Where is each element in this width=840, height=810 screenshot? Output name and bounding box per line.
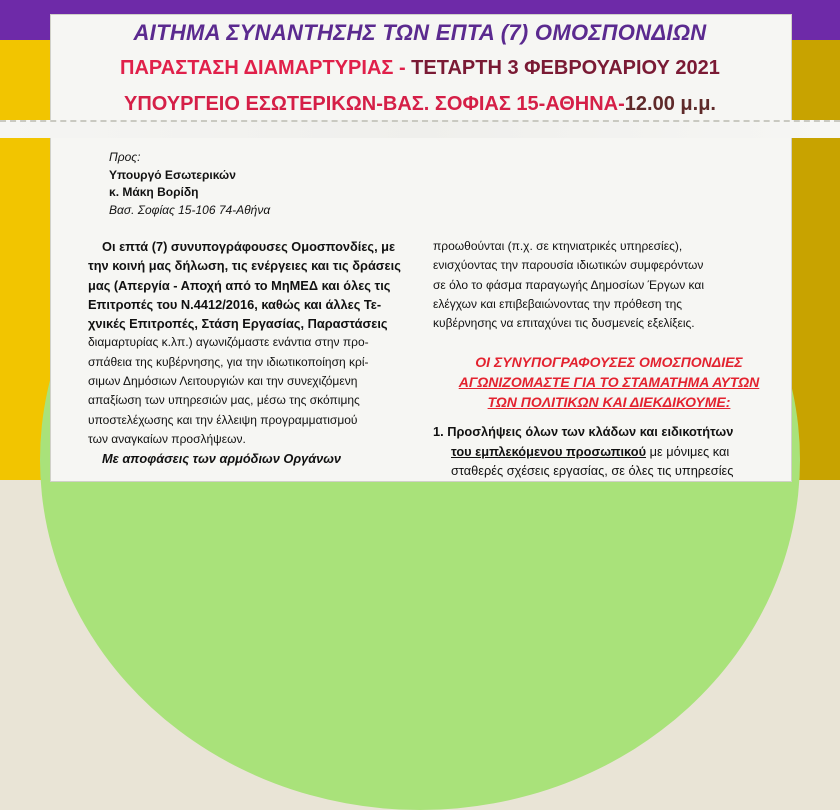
demand-item-number: 1. [433, 424, 444, 440]
left-line: απαξίωση των υπηρεσιών μας, μέσω της σκόπιμης [88, 393, 360, 408]
recipient-ministry: Υπουργό Εσωτερικών [109, 167, 236, 182]
demand-item-1 [433, 422, 785, 480]
header-title: ΑΙΤΗΜΑ ΣΥΝΑΝΤΗΣΗΣ ΤΩΝ ΕΠΤΑ (7) ΟΜΟΣΠΟΝΔΙΩΝ [133, 20, 707, 45]
demand-item-text: με μόνιμες και [646, 443, 730, 459]
torn-paper-divider [0, 120, 840, 138]
left-line: των αναγκαίων προσλήψεων. [88, 431, 246, 446]
left-line: Με αποφάσεις των αρμόδιων Οργάνων [102, 451, 342, 467]
header-location-time: 12.00 μ.μ. [624, 93, 716, 115]
demand-item-text: σταθερές σχέσεις εργασίας, σε όλες τις υπηρεσίες [451, 462, 734, 478]
left-line: μας (Απεργία - Αποχή από το ΜηΜΕΔ και όλες τις [88, 277, 391, 293]
right-line: ενισχύοντας την παρουσία ιδιωτικών συμφερόντων [433, 258, 704, 273]
demands-heading-line: ΤΩΝ ΠΟΛΙΤΙΚΩΝ ΚΑΙ ΔΙΕΚΔΙΚΟΥΜΕ: [487, 393, 731, 410]
right-column-text [433, 237, 785, 480]
recipient-address: Βασ. Σοφίας 15-106 74-Αθήνα [109, 202, 271, 217]
right-line: σε όλο το φάσμα παραγωγής Δημοσίων Έργων και [433, 277, 705, 292]
header-subtitle-part1: ΠΑΡΑΣΤΑΣΗ ΔΙΑΜΑΡΤΥΡΙΑΣ - [120, 57, 406, 79]
header-subtitle [62, 57, 778, 80]
right-line: κυβέρνησης να επιταχύνει τις δυσμενείς εξελίξεις. [433, 316, 695, 331]
demand-item-text-underlined: του εμπλεκόμενου προσωπικού [451, 443, 647, 459]
left-line: την κοινή μας δήλωση, τις ενέργειες και τις δράσεις [88, 258, 401, 274]
recipient-block [109, 149, 270, 219]
left-line: Οι επτά (7) συνυπογράφουσες Ομοσπονδίες, με [102, 239, 396, 254]
left-line: υποστελέχωσης και την έλλειψη προγραμματισμού [88, 412, 358, 427]
left-line: διαμαρτυρίας κ.λπ.) αγωνιζόμαστε ενάντια στην προ- [88, 335, 369, 350]
left-line: σιμων Δημόσιων Λειτουργιών και την συνεχιζόμενη [88, 374, 358, 389]
demand-item-text: Προσλήψεις όλων των κλάδων και ειδικοτήτων [447, 424, 734, 440]
left-line: σπάθεια της κυβέρνησης, για την ιδιωτικοποίηση κρί- [88, 354, 369, 369]
recipient-name: κ. Μάκη Βορίδη [109, 185, 199, 199]
right-line: ελέγχων και επιβεβαιώνοντας την πρόθεση της [433, 296, 683, 311]
header-subtitle-date: ΤΕΤΑΡΤΗ 3 ΦΕΒΡΟΥΑΡΙΟΥ 2021 [405, 57, 720, 79]
demands-heading [433, 353, 785, 412]
header-location-address: ΥΠΟΥΡΓΕΙΟ ΕΣΩΤΕΡΙΚΩΝ-ΒΑΣ. ΣΟΦΙΑΣ 15-ΑΘΗΝΑ- [123, 93, 625, 115]
header-banner [62, 12, 778, 115]
header-location [62, 93, 778, 116]
left-line: Επιτροπές του Ν.4412/2016, καθώς και άλλες Τε- [88, 296, 382, 312]
right-line: προωθούνται (π.χ. σε κτηνιατρικές υπηρεσίες), [433, 239, 683, 253]
left-line: χνικές Επιτροπές, Στάση Εργασίας, Παραστάσεις [88, 316, 388, 332]
left-column-text [88, 237, 426, 469]
demands-heading-line: ΑΓΩΝΙΖΟΜΑΣΤΕ ΓΙΑ ΤΟ ΣΤΑΜΑΤΗΜΑ ΑΥΤΩΝ [458, 374, 760, 391]
demands-heading-line: ΟΙ ΣΥΝΥΠΟΓΡΑΦΟΥΣΕΣ ΟΜΟΣΠΟΝΔΙΕΣ [475, 354, 743, 371]
recipient-to: Προς: [109, 150, 141, 164]
